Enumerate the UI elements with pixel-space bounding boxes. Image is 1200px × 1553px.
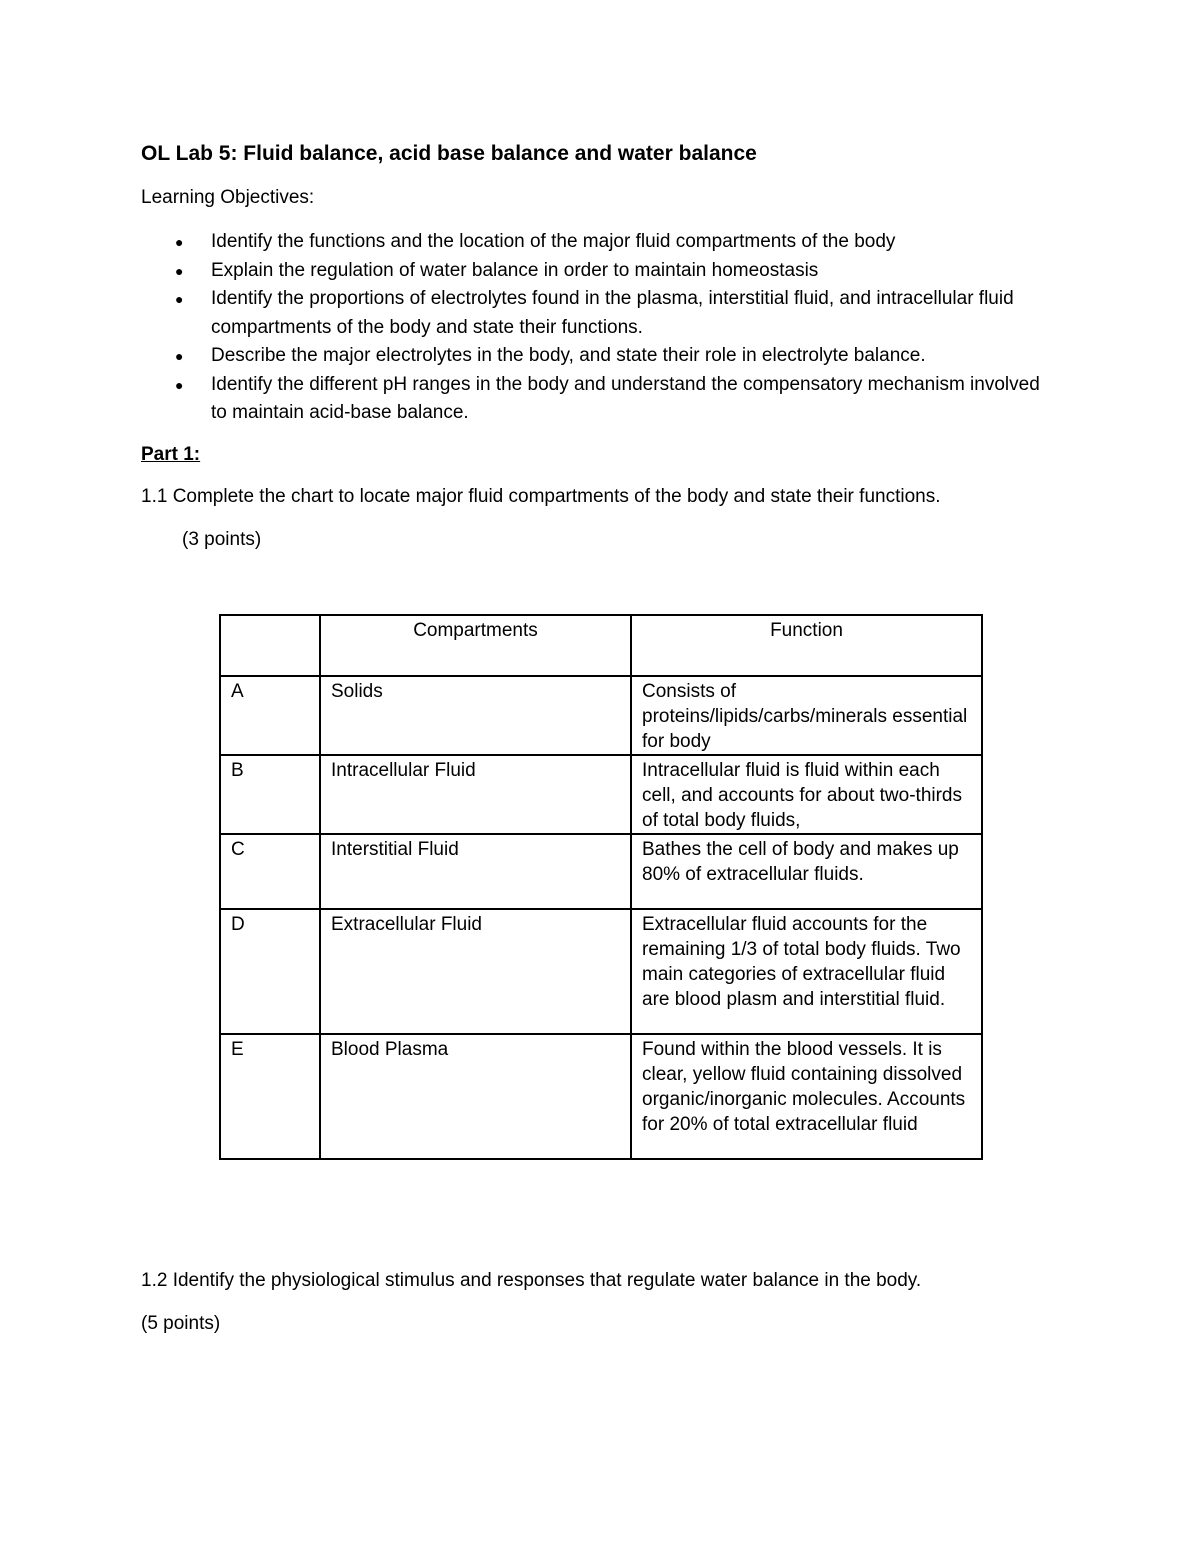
question-1-2-points: (5 points) [141,1313,221,1334]
document-title: OL Lab 5: Fluid balance, acid base balance and water balance [141,142,757,165]
bullet-icon: ● [175,234,184,250]
objective-item [141,342,1041,371]
bullet-icon: ● [175,262,184,279]
objective-text: Identify the proportions of electrolytes found in the plasma, interstitial fluid, and intracellular fluid compartments of the body and state their functions. [211,288,1014,338]
table-header-row [220,615,982,676]
row-letter: B [220,755,320,834]
table-row [220,676,982,755]
bullet-icon: ● [175,376,184,393]
row-letter: C [220,834,320,909]
objective-text: Describe the major electrolytes in the body, and state their role in electrolyte balance. [211,345,926,366]
row-function: Consists of proteins/lipids/carbs/minerals essential for body [631,676,982,755]
fluid-compartments-table [219,614,983,1160]
objective-item [141,285,1041,342]
row-compartment: Extracellular Fluid [320,909,631,1034]
objective-item [141,257,1041,286]
question-1-1-text: 1.1 Complete the chart to locate major fluid compartments of the body and state their functions. [141,486,941,507]
bullet-icon: ● [175,348,184,364]
objectives-list [141,228,1041,428]
row-compartment: Solids [320,676,631,755]
row-function: Extracellular fluid accounts for the remaining 1/3 of total body fluids. Two main categories of extracellular fluid are blood plasm and interstitial fluid. [631,909,982,1034]
table-row [220,834,982,909]
row-function: Intracellular fluid is fluid within each cell, and accounts for about two-thirds of total body fluids, [631,755,982,834]
row-function: Bathes the cell of body and makes up 80% of extracellular fluids. [631,834,982,909]
objectives-heading: Learning Objectives: [141,187,315,208]
row-compartment: Interstitial Fluid [320,834,631,909]
bullet-icon: ● [175,291,184,307]
row-letter: E [220,1034,320,1159]
question-1-2-text: 1.2 Identify the physiological stimulus and responses that regulate water balance in the body. [141,1270,922,1291]
row-function: Found within the blood vessels. It is clear, yellow fluid containing dissolved organic/inorganic molecules. Accounts for 20% of total extracellular fluid [631,1034,982,1159]
objective-item [141,371,1041,428]
row-letter: D [220,909,320,1034]
table-header-cell-compartments: Compartments [320,615,631,676]
table-row [220,755,982,834]
objective-text: Explain the regulation of water balance in order to maintain homeostasis [211,259,819,281]
question-1-1-points: (3 points) [182,529,262,550]
table-row [220,909,982,1034]
objective-text: Identify the different pH ranges in the body and understand the compensatory mechanism involved to maintain acid-base balance. [211,373,1040,423]
table-row [220,1034,982,1159]
row-letter: A [220,676,320,755]
objective-item [141,228,1041,257]
objective-text: Identify the functions and the location of the major fluid compartments of the body [211,231,896,252]
table-header-cell-letter [220,615,320,676]
row-compartment: Blood Plasma [320,1034,631,1159]
part1-heading: Part 1: [141,444,201,465]
table-header-cell-function: Function [631,615,982,676]
row-compartment: Intracellular Fluid [320,755,631,834]
